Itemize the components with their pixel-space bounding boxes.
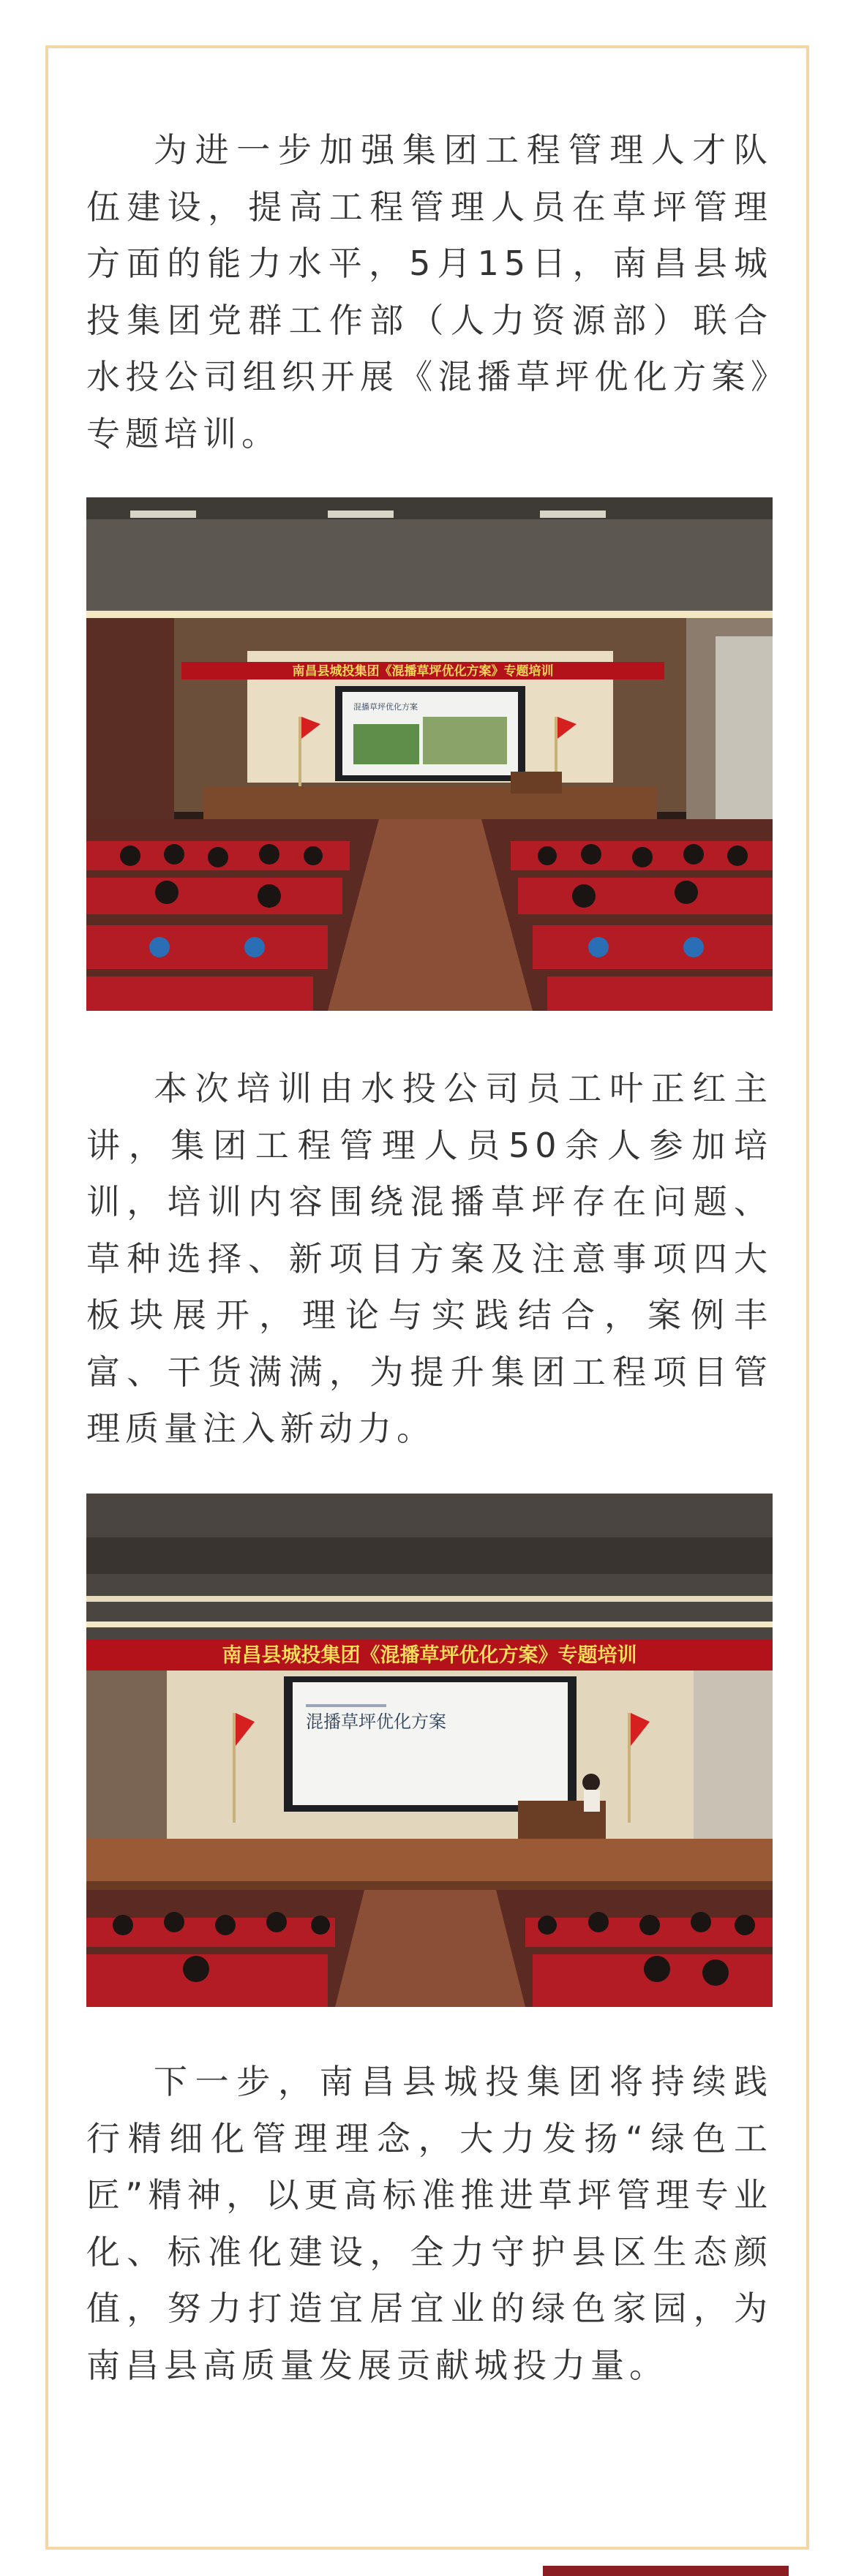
banner-text-2: 南昌县城投集团《混播草坪优化方案》专题培训 [222,1644,637,1667]
banner-text-1: 南昌县城投集团《混播草坪优化方案》专题培训 [292,664,554,679]
article-paragraph-content: 本次培训由水投公司员工叶正红主讲，集团工程管理人员50余人参加培训，培训内容围绕混播草坪存在问题、草种选择、新项目方案及注意事项四大板块展开，理论与实践结合，案例丰富、干货满满，为提升集团工程项目管理质量注入新动力。 [86,1069,773,1448]
training-hall-image-2 [86,1494,773,2007]
slide-title-1: 混播草坪优化方案 [353,702,418,712]
article-paragraph-next-steps: 下一步，南昌县城投集团将持续践行精细化管理理念，大力发扬“绿色工匠”精神，以更高标准推进草坪管理专业化、标准化建设，全力守护县区生态颜值，努力打造宜居宜业的绿色家园，为南昌县高质量发展贡献城投力量。 [86,2062,773,2385]
bottom-accent-bar [543,2566,789,2576]
slide-title-2: 混播草坪优化方案 [306,1711,446,1732]
training-hall-image-1 [86,497,773,1011]
training-photo-1 [86,497,773,1011]
article-paragraph-intro: 为进一步加强集团工程管理人才队伍建设，提高工程管理人员在草坪管理方面的能力水平，5月15日，南昌县城投集团党群工作部（人力资源部）联合水投公司组织开展《混播草坪优化方案》专题培训。 [86,130,773,453]
training-photo-2 [86,1494,773,2007]
